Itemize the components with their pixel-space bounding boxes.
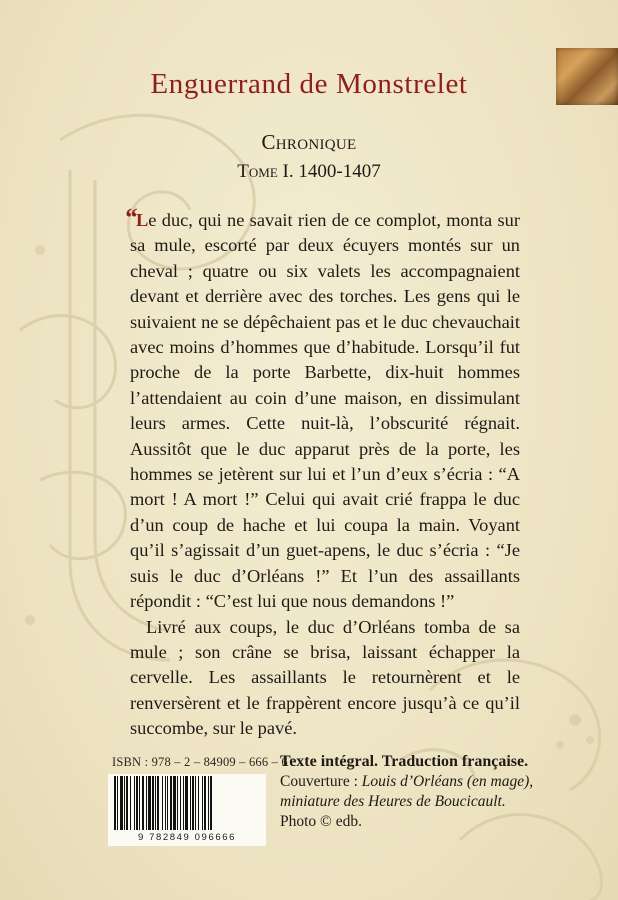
cover-credit-work: Louis d’Orléans (en mage), [361, 773, 534, 790]
cover-credit-source: miniature des Heures de Boucicault. [280, 793, 506, 810]
excerpt-paragraph-1-text: e duc, qui ne savait rien de ce complot, monta sur sa mule, escorté par deux écuyers montés sur un cheval ; quatre ou six valets les accompagnaient devant et derrière avec des torches. Les gens qui le suivaient ne se dépêchaient pas et le duc chevauchait avec moins d’hommes que d’habitude. Lorsqu’il fut proche de la porte Barbette, dix-huit hommes l’attendaient au coin d’une maison, en dissimulant leurs armes. Cette nuit-là, l’obscurité régnait. Aussitôt que le duc apparut près de la porte, les hommes se jetèrent sur lui et l’un d’eux s’écria : “A mort ! A mort !” Celui qui avait crié frappa le duc d’un coup de hache et lui coupa la main. Voyant qu’il s’agissait d’un guet-apens, le duc s’écria : “Je suis le duc d’Orléans !” Et l’un des assaillants répondit : “C’est lui que nous demandons !” [130, 210, 520, 612]
drop-initial: L [136, 210, 149, 230]
opening-quote-mark: “ [124, 203, 136, 232]
excerpt-paragraph-2: Livré aux coups, le duc d’Orléans tomba de sa mule ; son crâne se brisa, laissant échapper la cervelle. Les assaillants le retournèrent et le renversèrent et le frappèrent encore jusqu’à ce qu’il succombe, sur le pavé. [130, 616, 520, 739]
cover-credit-label: Couverture : [280, 773, 362, 790]
edition-note: Texte intégral. Traduction française. [280, 753, 529, 770]
excerpt-text [124, 203, 520, 742]
barcode-digits: 9 782849 096666 [108, 832, 266, 846]
photo-credit: Photo © edb. [280, 813, 362, 830]
isbn-label: ISBN : 978 – 2 – 84909 – 666 – 6 [112, 755, 288, 769]
credits-block [280, 752, 570, 832]
author-name: Enguerrand de Monstrelet [150, 68, 468, 100]
excerpt-paragraph-1 [124, 203, 520, 615]
book-title: Chronique [261, 130, 357, 154]
cover-credit [280, 772, 570, 792]
barcode-bars [108, 774, 266, 832]
volume-label: Tome I. 1400-1407 [237, 161, 381, 182]
